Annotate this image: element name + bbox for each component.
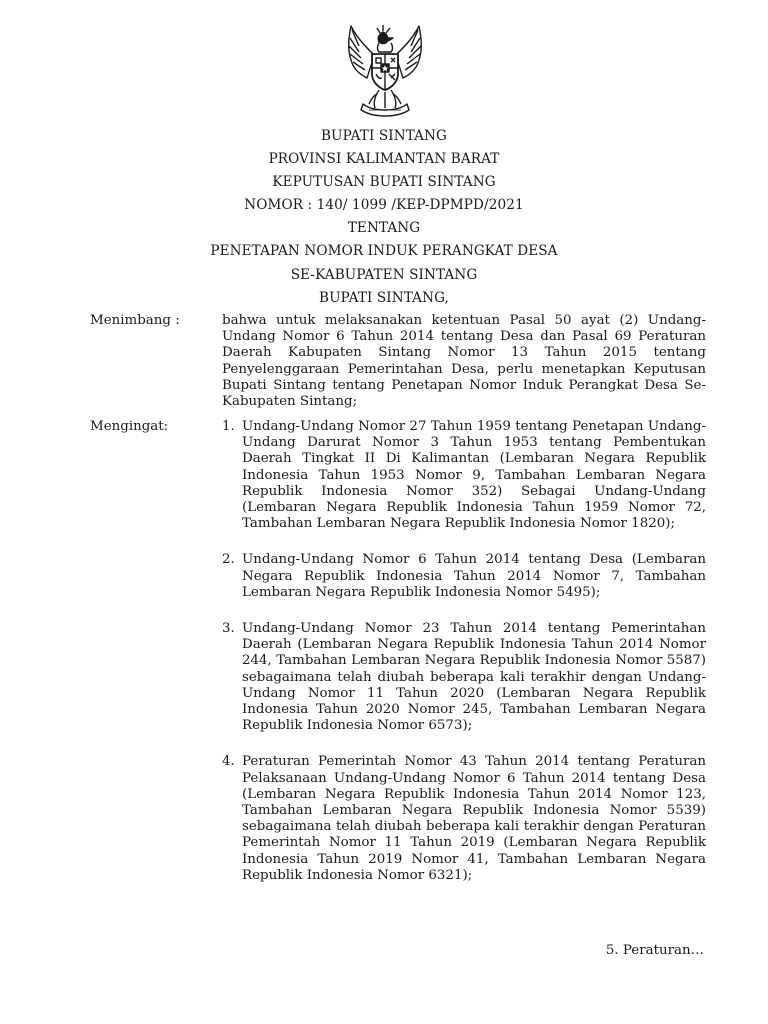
list-item bbox=[222, 621, 706, 734]
mengingat-label: Mengingat: bbox=[90, 419, 169, 434]
menimbang-text: bahwa untuk melaksanakan ketentuan Pasal 50 ayat (2) Undang-Undang Nomor 6 Tahun 2014 tentang Desa dan Pasal 69 Peraturan Daerah Kabupaten Sintang Nomor 13 Tahun 2015 tentang Penyelenggaraan Pemerintahan Desa, perlu menetapkan Keputusan Bupati Sintang tentang Penetapan Nomor Induk Perangkat Desa Se-Kabupaten Sintang; bbox=[222, 313, 706, 410]
decree-subject-scope: SE-KABUPATEN SINTANG bbox=[290, 266, 478, 283]
list-item-text: Undang-Undang Nomor 23 Tahun 2014 tentang Pemerintahan Daerah (Lembaran Negara Republik Indonesia Tahun 2014 Nomor 244, Tambahan Lembaran Negara Republik Indonesia Nomor 5587) sebagaimana telah diubah beberapa kali terakhir dengan Undang-Undang Nomor 11 Tahun 2020 (Lembaran Negara Republik Indonesia Tahun 2020 Nomor 245, Tambahan Lembaran Negara Republik Indonesia Nomor 6573); bbox=[242, 621, 706, 734]
document-header bbox=[0, 125, 768, 310]
issuer-line: BUPATI SINTANG, bbox=[319, 289, 449, 306]
list-item bbox=[222, 552, 706, 601]
regent-title: BUPATI SINTANG bbox=[320, 128, 448, 144]
mengingat-list bbox=[222, 419, 706, 904]
list-item-text: Peraturan Pemerintah Nomor 43 Tahun 2014 tentang Peraturan Pelaksanaan Undang-Undang Nomor 6 Tahun 2014 tentang Desa (Lembaran Negara Republik Indonesia Tahun 2014 Nomor 123, Tambahan Lembaran Negara Republik Indonesia Nomor 5539) sebagaimana telah diubah beberapa kali terakhir dengan Peraturan Pemerintah Nomor 11 Tahun 2019 (Lembaran Negara Republik Indonesia Tahun 2019 Nomor 41, Tambahan Lembaran Negara Republik Indonesia Nomor 6321); bbox=[242, 754, 706, 883]
decree-number: NOMOR : 140/ 1099 /KEP-DPMPD/2021 bbox=[244, 197, 524, 214]
list-item-number: 2. bbox=[222, 552, 235, 568]
garuda-pancasila-emblem-icon bbox=[339, 16, 431, 120]
menimbang-label: Menimbang : bbox=[90, 313, 180, 328]
list-item-text: Undang-Undang Nomor 6 Tahun 2014 tentang Desa (Lembaran Negara Republik Indonesia Tahun 2014 Nomor 7, Tambahan Lembaran Negara Republik Indonesia Nomor 5495); bbox=[242, 552, 706, 600]
list-item-number: 3. bbox=[222, 621, 235, 637]
list-item bbox=[222, 754, 706, 884]
list-item-text: Undang-Undang Nomor 27 Tahun 1959 tentang Penetapan Undang-Undang Darurat Nomor 3 Tahun 1953 tentang Pembentukan Daerah Tingkat II Di Kalimantan (Lembaran Negara Republik Indonesia Tahun 1953 Nomor 9, Tambahan Lembaran Negara Republik Indonesia Nomor 352) Sebagai Undang-Undang (Lembaran Negara Republik Indonesia Tahun 1959 Nomor 72, Tambahan Lembaran Negara Republik Indonesia Nomor 1820); bbox=[242, 419, 706, 532]
list-item-number: 4. bbox=[222, 754, 235, 770]
page-continuation: 5. Peraturan… bbox=[605, 943, 704, 958]
province-title: PROVINSI KALIMANTAN BARAT bbox=[268, 151, 500, 168]
list-item-number: 1. bbox=[222, 419, 235, 434]
decree-title: KEPUTUSAN BUPATI SINTANG bbox=[272, 174, 496, 191]
decree-subject: PENETAPAN NOMOR INDUK PERANGKAT DESA bbox=[210, 243, 558, 260]
about-label: TENTANG bbox=[347, 220, 421, 237]
list-item bbox=[222, 419, 706, 532]
